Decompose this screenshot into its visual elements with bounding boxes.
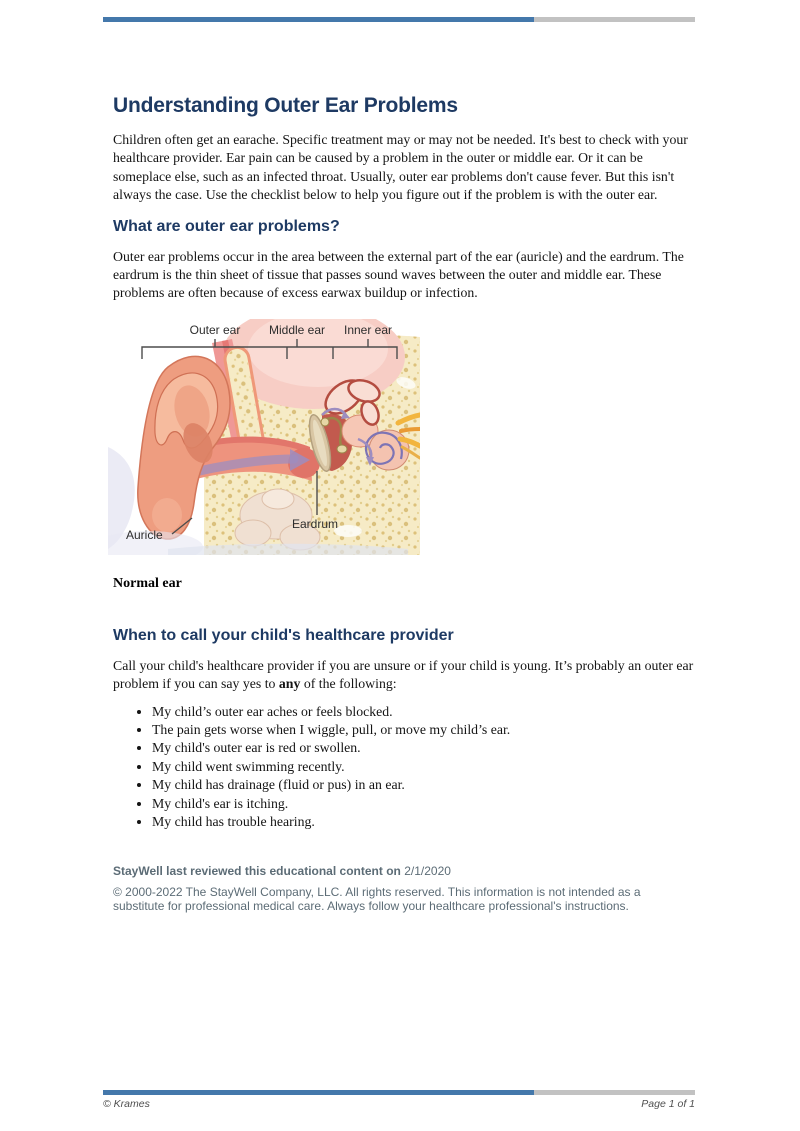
figure-caption: Normal ear (113, 575, 182, 591)
symptom-item: • The pain gets worse when I wiggle, pull, or move my child’s ear. (152, 721, 695, 739)
symptom-item: • My child has drainage (fluid or pus) in an ear. (152, 776, 695, 794)
figure-label-inner-ear: Inner ear (343, 322, 393, 337)
section2-text-suffix: of the following: (300, 676, 397, 692)
page-title: Understanding Outer Ear Problems (113, 94, 458, 117)
symptom-item: • My child's ear is itching. (152, 795, 695, 813)
figure-label-auricle: Auricle (126, 527, 163, 542)
ear-diagram-illustration (108, 319, 420, 555)
ear-anatomy-figure (108, 319, 420, 555)
figure-label-outer-ear: Outer ear (189, 322, 241, 337)
symptom-item: • My child's outer ear is red or swollen. (152, 739, 695, 757)
review-date: 2/1/2020 (404, 863, 451, 878)
figure-label-eardrum: Eardrum (292, 516, 339, 531)
section-heading-what-are-outer-ear-problems: What are outer ear problems? (113, 217, 340, 235)
figure-label-middle-ear: Middle ear (268, 322, 326, 337)
section-heading-when-to-call: When to call your child's healthcare provider (113, 626, 454, 644)
section2-bold-any: any (278, 676, 301, 692)
symptom-item: • My child went swimming recently. (152, 758, 695, 776)
symptom-item: • My child’s outer ear aches or feels blocked. (152, 703, 695, 721)
meta-footer (113, 864, 695, 915)
review-label: StayWell last reviewed this educational content on (113, 863, 401, 878)
bottom-accent-bar (103, 1090, 695, 1095)
bottom-bar-blue-segment (103, 1090, 534, 1095)
copyright-text: © 2000-2022 The StayWell Company, LLC. All rights reserved. This information is not intended as a substitute for professional medical care. Always follow your healthcare professional's instructions. (113, 884, 641, 914)
intro-paragraph: Children often get an earache. Specific treatment may or may not be needed. It's best to check with your healthcare provider. Ear pain can be caused by a problem in the outer or middle ear. Or it can be someplace else, such as an infected throat. Usually, outer ear problems don't cause fever. But this isn't always the case. Use the checklist below to help you figure out if the problem is with the outer ear. (113, 132, 688, 203)
page-footer (103, 1098, 695, 1111)
section2-text-prefix: Call your child's healthcare provider if you are unsure or if your child is young. It’s probably an outer ear problem if you can say yes to (113, 657, 694, 692)
section1-paragraph: Outer ear problems occur in the area between the external part of the ear (auricle) and the eardrum. The eardrum is the thin sheet of tissue that passes sound waves between the outer and middle ear. These problems are often because of excess earwax buildup or infection. (113, 248, 684, 301)
document-content (113, 0, 695, 914)
symptom-item: • My child has trouble hearing. (152, 813, 695, 831)
bottom-bar-gray-segment (534, 1090, 695, 1095)
symptom-list (113, 703, 695, 832)
footer-brand: © Krames (103, 1098, 150, 1110)
footer-page-number: Page 1 of 1 (641, 1098, 695, 1110)
review-line (113, 864, 695, 879)
section2-paragraph (113, 657, 695, 694)
